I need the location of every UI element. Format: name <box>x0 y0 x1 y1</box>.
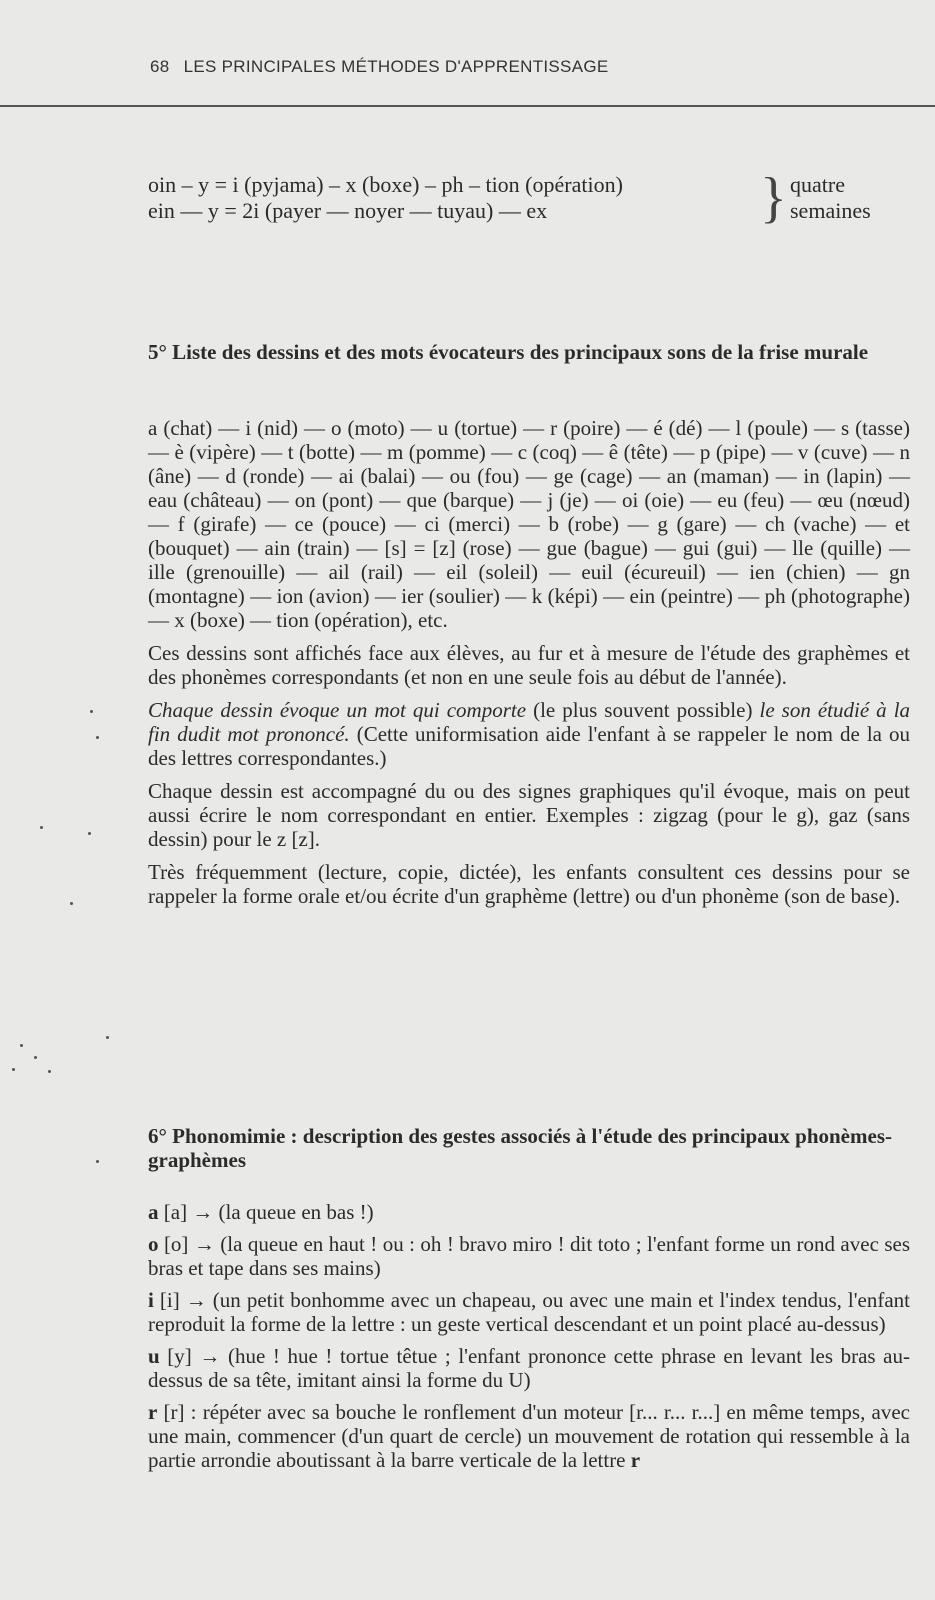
speck <box>106 1036 109 1039</box>
gesture-letter: o <box>148 1232 159 1256</box>
gesture-letter: i <box>148 1288 154 1312</box>
paragraph: Très fréquemment (lecture, copie, dictée), les enfants consultent ces dessins pour se rappeler la forme orale et/ou écrite d'un graphème (lettre) ou d'un phonème (son de base). <box>148 860 910 908</box>
brace-icon: } <box>760 167 787 229</box>
duration-label: quatre <box>790 172 845 197</box>
paragraph: Chaque dessin est accompagné du ou des signes graphiques qu'il évoque, mais on peut aussi écrire le nom correspondant en entier. Exemples : zigzag (pour le g), gaz (sans dessin) pour le z [z]. <box>148 779 910 851</box>
speck <box>70 902 73 905</box>
speck <box>34 1056 37 1059</box>
gesture-item <box>148 1288 910 1336</box>
speck <box>12 1068 15 1071</box>
section-5-body <box>148 416 910 917</box>
running-header <box>150 57 609 77</box>
duration-label: semaines <box>790 198 871 223</box>
italic-text: le son étudié à la fin dudit mot prononcé. <box>148 698 911 746</box>
text: (le plus souvent possible) <box>533 698 753 722</box>
speck <box>20 1044 23 1047</box>
header-rule <box>0 105 935 107</box>
gesture-item <box>148 1344 910 1392</box>
gesture-item <box>148 1200 910 1224</box>
speck <box>48 1070 51 1073</box>
speck <box>88 832 91 835</box>
gesture-text: [a] → (la queue en bas !) <box>163 1200 374 1224</box>
speck <box>90 710 93 713</box>
paragraph: Ces dessins sont affichés face aux élèves, au fur et à mesure de l'étude des graphèmes et des phonèmes correspondants (et non en une seule fois au début de l'année). <box>148 641 910 689</box>
gesture-text: [r] : répéter avec sa bouche le ronflement d'un moteur [r... r... r...] en même temps, avec une main, commencer (d'un quart de cercle) un mouvement de rotation qui ressemble à la partie arrondie aboutissant à la barre verticale de la lettre <box>148 1400 910 1472</box>
gesture-letter: a <box>148 1200 159 1224</box>
gesture-text: [o] → (la queue en haut ! ou : oh ! bravo miro ! dit toto ; l'enfant forme un rond avec ses bras et tape dans ses mains) <box>148 1232 910 1280</box>
schedule-line: ein — y = 2i (payer — noyer — tuyau) — ex <box>148 198 548 223</box>
italic-text: Chaque dessin évoque un mot qui comporte <box>148 698 527 722</box>
gesture-item <box>148 1232 910 1280</box>
gesture-letter: r <box>148 1400 158 1424</box>
gesture-item <box>148 1400 910 1472</box>
gesture-letter: u <box>148 1344 160 1368</box>
section-6-body <box>148 1200 910 1480</box>
gesture-letter-end: r <box>630 1448 641 1472</box>
sound-list: a (chat) — i (nid) — o (moto) — u (tortue) — r (poire) — é (dé) — l (poule) — s (tasse) — è (vipère) — t (botte) — m (pomme) — c (coq) — ê (tête) — p (pipe) — v (cuve) — n (âne) — d (ronde) — ai (balai) — ou (fou) — ge (cage) — an (maman) — in (lapin) — eau (château) — on (pont) — que (barque) — j (je) — oi (oie) — eu (feu) — œu (nœud) — f (girafe) — ce (pouce) — ci (merci) — b (robe) — g (gare) — ch (vache) — et (bouquet) — ain (train) — [s] = [z] (rose) — gue (bague) — gui (gui) — lle (quille) — ille (grenouille) — ail (rail) — eil (soleil) — euil (écureuil) — ien (chien) — gn (montagne) — ion (avion) — ier (soulier) — k (képi) — ein (peintre) — ph (photographe) — x (boxe) — tion (opération), etc. <box>148 416 910 632</box>
page-number: 68 <box>150 57 170 76</box>
speck <box>40 826 43 829</box>
section-6-heading: 6° Phonomimie : description des gestes associés à l'étude des principaux phonèmes-graphèmes <box>148 1124 892 1172</box>
paragraph <box>148 698 910 770</box>
schedule-line: oin – y = i (pyjama) – x (boxe) – ph – tion (opération) <box>148 172 623 197</box>
gesture-text: [i] → (un petit bonhomme avec un chapeau, ou avec une main et l'index tendus, l'enfant reproduit la forme de la lettre : un geste vertical descendant et un point placé au-dessus) <box>148 1288 910 1336</box>
text: (Cette uniformisation aide l'enfant à se rappeler le nom de la ou des lettres correspondantes.) <box>148 722 911 770</box>
section-5-heading: 5° Liste des dessins et des mots évocateurs des principaux sons de la frise murale <box>148 340 869 364</box>
gesture-text: [y] → (hue ! hue ! tortue têtue ; l'enfant prononce cette phrase en levant les bras au-dessus de sa tête, imitant ainsi la forme du U) <box>148 1344 911 1392</box>
speck <box>96 1160 99 1163</box>
running-title: LES PRINCIPALES MÉTHODES D'APPRENTISSAGE <box>183 57 609 76</box>
speck <box>96 736 99 739</box>
